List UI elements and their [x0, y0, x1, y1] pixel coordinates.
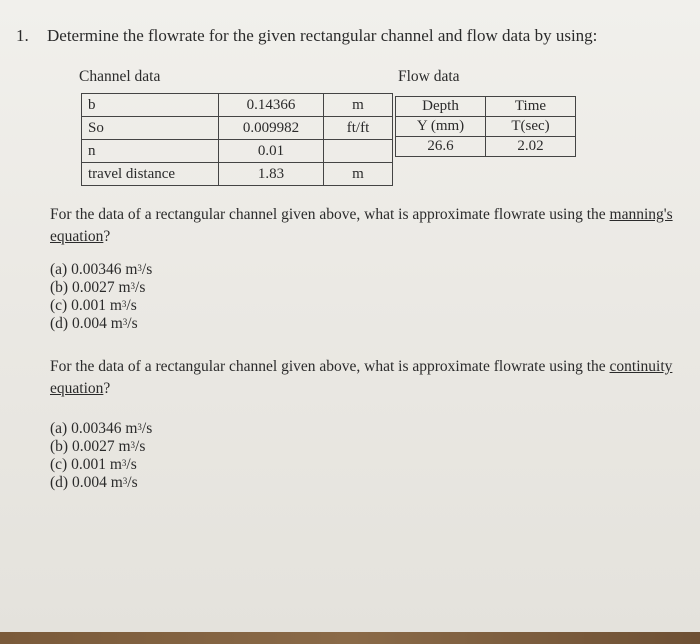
- channel-param-name: n: [82, 140, 219, 163]
- question-text: Determine the flowrate for the given rectangular channel and flow data by using:: [47, 26, 598, 45]
- channel-param-value: 1.83: [219, 163, 324, 186]
- part-a-equation: manning's equation: [50, 206, 673, 245]
- flow-data-table: [395, 96, 576, 157]
- table-row: [82, 163, 393, 186]
- option-item[interactable]: (c) 0.001 $m^3/s$: [50, 456, 137, 473]
- flow-header-time-unit: T(sec): [486, 117, 576, 137]
- question-number: 1.: [16, 26, 29, 45]
- flow-data-title: Flow data: [398, 68, 460, 85]
- channel-param-unit: [324, 140, 393, 163]
- option-item[interactable]: (d) 0.004 $m^3/s$: [50, 474, 138, 491]
- part-b-options: [50, 420, 152, 492]
- channel-param-name: b: [82, 94, 219, 117]
- channel-param-value: 0.009982: [219, 117, 324, 140]
- table-row: [396, 117, 576, 137]
- channel-param-unit: ft/ft: [324, 117, 393, 140]
- option-item[interactable]: (a) 0.00346 $m^3/s$: [50, 420, 153, 437]
- option-item[interactable]: (d) 0.004 $m^3/s$: [50, 315, 138, 332]
- option-item[interactable]: (b) 0.0027 $m^3/s$: [50, 438, 146, 455]
- channel-param-name: So: [82, 117, 219, 140]
- table-row: [396, 137, 576, 157]
- part-a-options: [50, 261, 152, 333]
- option-item[interactable]: (a) 0.00346 $m^3/s$: [50, 261, 153, 278]
- flow-header-time: Time: [486, 97, 576, 117]
- part-b-question: For the data of a rectangular channel given above, what is approximate flowrate using the continuity equation?: [50, 358, 673, 397]
- channel-param-name: travel distance: [82, 163, 219, 186]
- channel-data-table: [81, 93, 393, 186]
- channel-param-unit: m: [324, 94, 393, 117]
- flow-header-depth: Depth: [396, 97, 486, 117]
- flow-depth-value: 26.6: [396, 137, 486, 157]
- option-item[interactable]: (b) 0.0027 $m^3/s$: [50, 279, 146, 296]
- table-row: [396, 97, 576, 117]
- part-a-question: For the data of a rectangular channel given above, what is approximate flowrate using the manning's equation?: [50, 206, 673, 245]
- question-heading: [16, 26, 597, 46]
- table-row: [82, 140, 393, 163]
- flow-header-depth-unit: Y (mm): [396, 117, 486, 137]
- desk-edge: [0, 632, 700, 644]
- channel-param-unit: m: [324, 163, 393, 186]
- part-b-equation: continuity equation: [50, 358, 673, 397]
- channel-param-value: 0.01: [219, 140, 324, 163]
- table-row: [82, 117, 393, 140]
- option-item[interactable]: (c) 0.001 $m^3/s$: [50, 297, 137, 314]
- flow-time-value: 2.02: [486, 137, 576, 157]
- channel-data-title: Channel data: [79, 68, 161, 85]
- channel-param-value: 0.14366: [219, 94, 324, 117]
- table-row: [82, 94, 393, 117]
